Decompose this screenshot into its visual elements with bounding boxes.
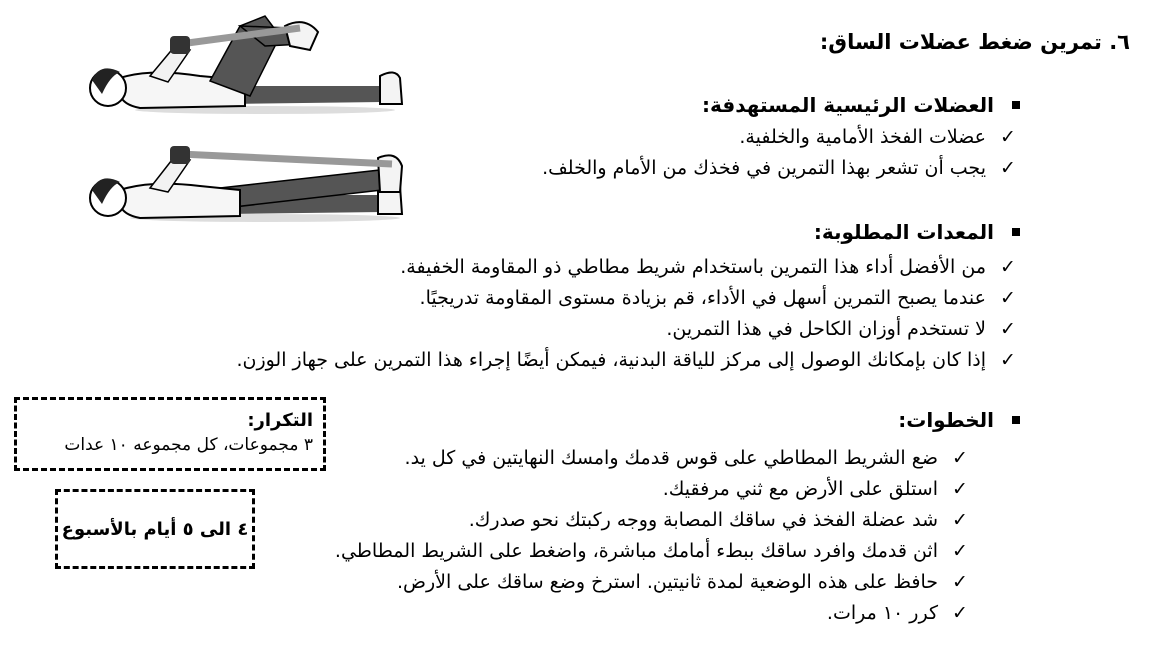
- list-item: ✓ حافظ على هذه الوضعية لمدة ثانيتين. استرخ وضع ساقك على الأرض.: [335, 567, 972, 598]
- list-target-muscles: [542, 122, 1020, 184]
- list-equipment: [236, 252, 1020, 376]
- check-icon: ✓: [1000, 126, 1016, 148]
- list-item: ✓ كرر ١٠ مرات.: [335, 598, 972, 629]
- section-equipment: [814, 215, 1020, 249]
- frequency-value: ٤ الى ٥ أيام بالأسبوع: [61, 518, 249, 540]
- list-item: ✓ يجب أن تشعر بهذا التمرين في فخذك من الأمام والخلف.: [542, 153, 1020, 184]
- section-heading: الخطوات:: [898, 403, 1020, 437]
- section-target-muscles: [702, 88, 1020, 122]
- section-heading: المعدات المطلوبة:: [814, 215, 1020, 249]
- exercise-illustration-bent-knee: [80, 6, 415, 116]
- list-item: ✓ ضع الشريط المطاطي على قوس قدمك وامسك النهايتين في كل يد.: [335, 443, 972, 474]
- list-item: ✓ لا تستخدم أوزان الكاحل في هذا التمرين.: [236, 314, 1020, 345]
- exercise-illustration-straight-leg: [80, 140, 415, 225]
- check-icon: ✓: [952, 478, 968, 500]
- square-bullet-icon: [1012, 228, 1020, 236]
- check-icon: ✓: [1000, 318, 1016, 340]
- list-item: ✓ من الأفضل أداء هذا التمرين باستخدام شريط مطاطي ذو المقاومة الخفيفة.: [236, 252, 1020, 283]
- exercise-title: ٦. تمرين ضغط عضلات الساق:: [819, 30, 1130, 54]
- list-item: ✓ شد عضلة الفخذ في ساقك المصابة ووجه ركبتك نحو صدرك.: [335, 505, 972, 536]
- check-icon: ✓: [1000, 157, 1016, 179]
- list-steps: [335, 443, 972, 629]
- reps-value: ٣ مجموعات، كل مجموعه ١٠ عدات: [64, 435, 313, 455]
- list-item: ✓ عندما يصبح التمرين أسهل في الأداء، قم بزيادة مستوى المقاومة تدريجيًا.: [236, 283, 1020, 314]
- check-icon: ✓: [952, 509, 968, 531]
- check-icon: ✓: [952, 571, 968, 593]
- check-icon: ✓: [952, 540, 968, 562]
- check-icon: ✓: [1000, 256, 1016, 278]
- list-item: ✓ اثن قدمك وافرد ساقك ببطء أمامك مباشرة، واضغط على الشريط المطاطي.: [335, 536, 972, 567]
- square-bullet-icon: [1012, 101, 1020, 109]
- list-item: ✓ عضلات الفخذ الأمامية والخلفية.: [542, 122, 1020, 153]
- check-icon: ✓: [1000, 287, 1016, 309]
- section-heading: العضلات الرئيسية المستهدفة:: [702, 88, 1020, 122]
- reps-label: التكرار:: [247, 410, 313, 431]
- frequency-box: [55, 489, 255, 569]
- list-item: ✓ إذا كان بإمكانك الوصول إلى مركز للياقة البدنية، فيمكن أيضًا إجراء هذا التمرين على جهاز الوزن.: [236, 345, 1020, 376]
- square-bullet-icon: [1012, 416, 1020, 424]
- check-icon: ✓: [952, 602, 968, 624]
- check-icon: ✓: [952, 447, 968, 469]
- reps-box: [14, 397, 326, 471]
- list-item: ✓ استلق على الأرض مع ثني مرفقيك.: [335, 474, 972, 505]
- check-icon: ✓: [1000, 349, 1016, 371]
- section-steps: [898, 403, 1020, 437]
